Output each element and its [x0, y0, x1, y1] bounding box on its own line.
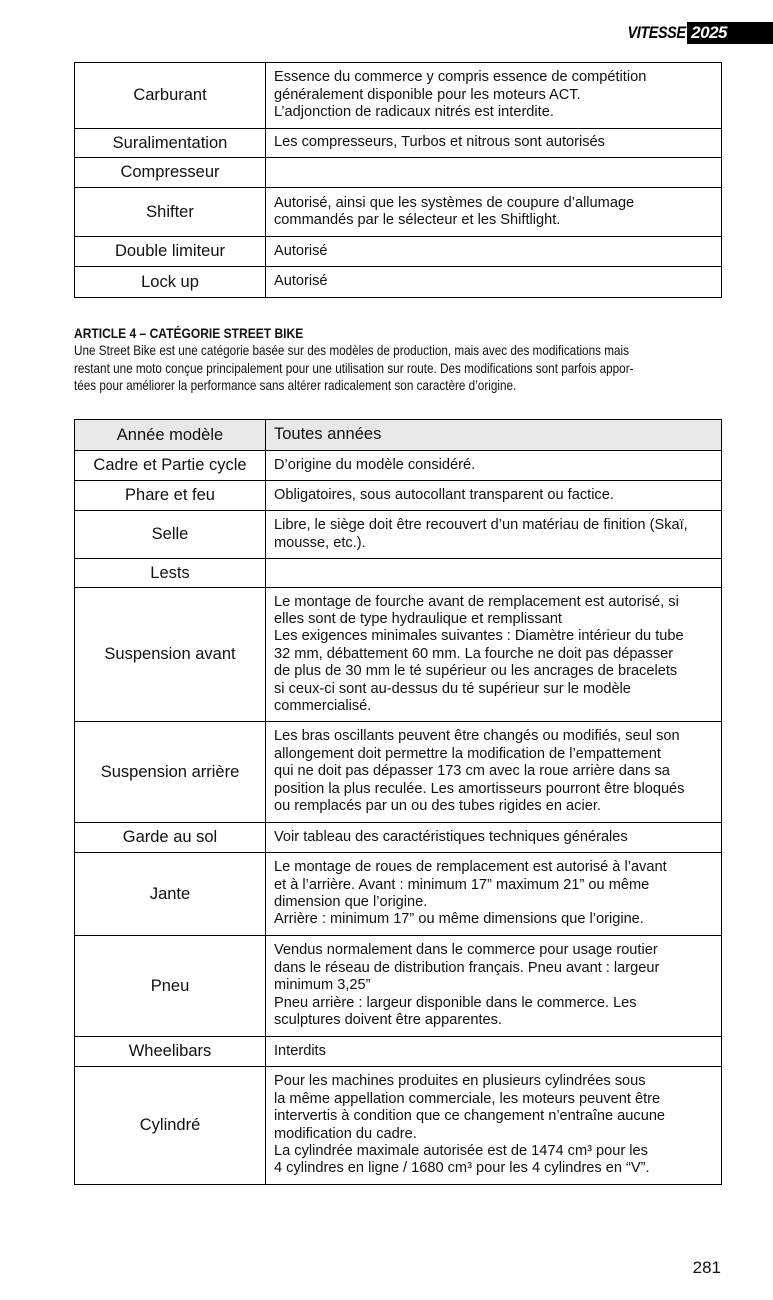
table-row — [75, 511, 722, 559]
spec-table-general-body — [75, 63, 722, 298]
row-label: Suralimentation — [75, 129, 266, 158]
row-label: Compresseur — [75, 158, 266, 188]
table-row — [75, 129, 722, 158]
row-label: Phare et feu — [75, 481, 266, 511]
row-label: Cadre et Partie cycle — [75, 451, 266, 481]
article-section — [74, 325, 726, 395]
header-year: 2025 — [687, 22, 773, 44]
table-header-value: Toutes années — [266, 420, 722, 451]
table-row — [75, 481, 722, 511]
row-value: Autorisé, ainsi que les systèmes de coupure d’allumage commandés par le sélecteur et les Shiftlight. — [266, 188, 722, 237]
row-value: Autorisé — [266, 237, 722, 267]
row-value: Vendus normalement dans le commerce pour usage routier dans le réseau de distribution français. Pneu avant : largeur minimum 3,25” Pneu arrière : largeur disponible dans le commerce. Les sculptures doivent être apparentes. — [266, 936, 722, 1037]
row-value: Les bras oscillants peuvent être changés ou modifiés, seul son allongement doit permettre la modification de l’empattement qui ne doit pas dépasser 173 cm avec la roue arrière dans sa position la plus reculée. Les amortisseurs pourront être bloqués ou remplacés par un ou des tubes rigides en acier. — [266, 722, 722, 823]
row-label: Lock up — [75, 267, 266, 298]
row-value: Libre, le siège doit être recouvert d’un matériau de finition (Skaï, mousse, etc.). — [266, 511, 722, 559]
spec-table-general — [74, 62, 722, 298]
row-value: Les compresseurs, Turbos et nitrous sont autorisés — [266, 129, 722, 158]
row-label: Selle — [75, 511, 266, 559]
spec-table-street-bike-body — [75, 420, 722, 1185]
row-label: Suspension arrière — [75, 722, 266, 823]
row-value: Le montage de fourche avant de remplacement est autorisé, si elles sont de type hydraulique et remplissant Les exigences minimales suivantes : Diamètre intérieur du tube 32 mm, débattement 60 mm. La fourche ne doit pas dépasser de plus de 30 mm le té supérieur ou les ancrages de bracelets si ceux-ci sont au-dessus du té supérieur sur le modèle commercialisé. — [266, 588, 722, 722]
row-value: Obligatoires, sous autocollant transparent ou factice. — [266, 481, 722, 511]
table-row — [75, 588, 722, 722]
table-row — [75, 722, 722, 823]
row-label: Wheelibars — [75, 1037, 266, 1067]
article-body: Une Street Bike est une catégorie basée sur des modèles de production, mais avec des modifications mais restant une moto conçue principalement pour une utilisation sur route. Des modifications sont parfois appor- tées pour améliorer la performance sans altérer radicalement son caractère d’origine. — [74, 343, 634, 393]
row-label: Shifter — [75, 188, 266, 237]
table-row — [75, 823, 722, 853]
page-number: 281 — [692, 1258, 721, 1277]
row-value: Autorisé — [266, 267, 722, 298]
table-row — [75, 1037, 722, 1067]
table-row — [75, 1067, 722, 1185]
row-label: Pneu — [75, 936, 266, 1037]
row-value: D’origine du modèle considéré. — [266, 451, 722, 481]
table-row — [75, 451, 722, 481]
table-row — [75, 188, 722, 237]
row-value — [266, 559, 722, 588]
table-row — [75, 237, 722, 267]
row-value — [266, 158, 722, 188]
table-row — [75, 559, 722, 588]
table-header-row — [75, 420, 722, 451]
table-row — [75, 158, 722, 188]
table-row — [75, 853, 722, 936]
row-label: Suspension avant — [75, 588, 266, 722]
table-row — [75, 936, 722, 1037]
row-label: Lests — [75, 559, 266, 588]
table-row — [75, 63, 722, 129]
row-label: Garde au sol — [75, 823, 266, 853]
spec-table-street-bike — [74, 419, 722, 1185]
row-label: Jante — [75, 853, 266, 936]
article-title: ARTICLE 4 – CATÉGORIE STREET BIKE — [74, 325, 304, 341]
row-value: Essence du commerce y compris essence de compétition généralement disponible pour les moteurs ACT. L’adjonction de radicaux nitrés est interdite. — [266, 63, 722, 129]
row-value: Voir tableau des caractéristiques techniques générales — [266, 823, 722, 853]
row-value: Pour les machines produites en plusieurs cylindrées sous la même appellation commerciale, les moteurs peuvent être intervertis à condition que ce changement n’entraîne aucune modification du cadre. La cylindrée maximale autorisée est de 1474 cm³ pour les 4 cylindres en ligne / 1680 cm³ pour les 4 cylindres en “V”. — [266, 1067, 722, 1185]
table-row — [75, 267, 722, 298]
header-title: VITESSE — [627, 23, 686, 42]
row-label: Double limiteur — [75, 237, 266, 267]
row-label: Carburant — [75, 63, 266, 129]
row-value: Interdits — [266, 1037, 722, 1067]
row-value: Le montage de roues de remplacement est autorisé à l’avant et à l’arrière. Avant : minimum 17” maximum 21” ou même dimension que l’origine. Arrière : minimum 17” ou même dimensions que l’origine. — [266, 853, 722, 936]
page-header — [617, 22, 773, 44]
table-header-label: Année modèle — [75, 420, 266, 451]
row-label: Cylindré — [75, 1067, 266, 1185]
